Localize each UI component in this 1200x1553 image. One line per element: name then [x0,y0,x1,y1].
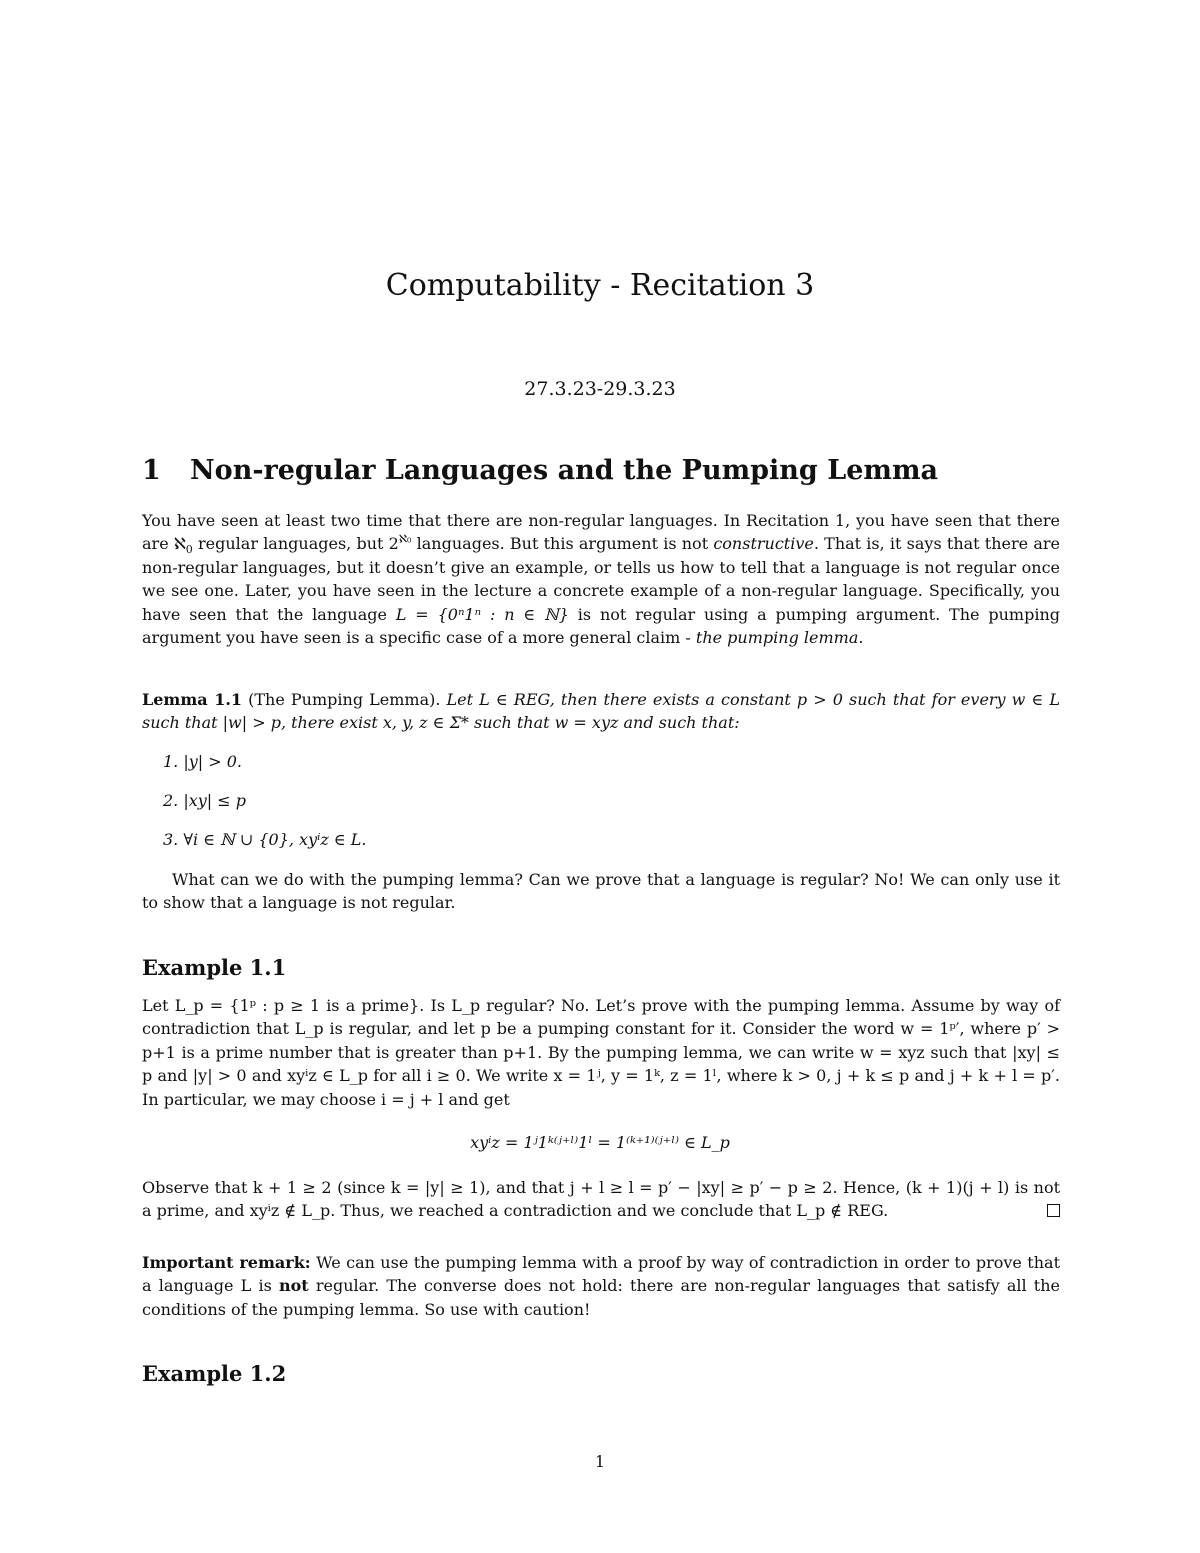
date-range: 27.3.23-29.3.23 [524,378,676,400]
example-1-heading: Example 1.1 [142,955,287,980]
intro-text-2: regular languages, but 2 [192,534,399,554]
lemma-label: Lemma 1.1 [142,690,243,709]
language-definition-math: L = {0ⁿ1ⁿ : n ∈ ℕ} [395,604,569,624]
example-1-conclusion [142,1176,1060,1223]
intro-text-1: You have seen at least two time that there are non-regular languages. In Recitation 1, you have seen that there are ℵ [142,511,1060,554]
conclusion-text: Observe that k + 1 ≥ 2 (since k = |y| ≥ 1), and that j + l ≥ l = p′ − |xy| ≥ p′ − p ≥ 2. Hence, (k + 1)(j + l) is not a prime, and xyⁱz ∉ L_p. Thus, we reached a contradiction and we conclude that L_p ∉ REG. [142,1178,1060,1221]
display-equation: xyⁱz = 1ʲ1ᵏ⁽ʲ⁺ˡ⁾1ˡ = 1⁽ᵏ⁺¹⁾⁽ʲ⁺ˡ⁾ ∈ L_p [470,1133,730,1152]
remark-bold-not: not [278,1276,309,1296]
emphasis-constructive: constructive [713,534,814,554]
lemma-condition-2: 2. |xy| ≤ p [163,791,247,810]
example-1-paragraph: Let L_p = {1ᵖ : p ≥ 1 is a prime}. Is L_p regular? No. Let’s prove with the pumping lemma. Assume by way of contradiction that L_p is regular, and let p be a pumping constant for it. Consider the word w = 1ᵖ′, where p′ > p+1 is a prime number that is greater than p+1. By the pumping lemma, we can write w = xyz such that |xy| ≤ p and |y| > 0 and xyⁱz ∈ L_p for all i ≥ 0. We write x = 1ʲ, y = 1ᵏ, z = 1ˡ, where k > 0, j + k ≤ p and j + k + l = p′. In particular, we may choose i = j + l and get [142,996,1060,1109]
page-number: 1 [594,1452,606,1471]
lemma-text: Let L ∈ REG, then there exists a constant p > 0 such that for every w ∈ L such that |w| > p, there exist x, y, z ∈ Σ* such that w = xyz and such that: [142,690,1061,733]
aleph-subscript: 0 [185,543,193,557]
intro-text-5: is not regular using a pumping argument. The pumping argument you have seen is a specific case of a more general claim - [142,604,1060,648]
example-2-heading: Example 1.2 [142,1361,287,1386]
lemma-name: (The Pumping Lemma). [242,690,447,709]
important-remark [142,1251,1060,1321]
intro-text-6: . [858,628,864,648]
intro-text-3: languages. But this argument is not [411,534,714,554]
after-lemma-paragraph: What can we do with the pumping lemma? Can we prove that a language is regular? No! We can only use it to show that a language is not regular. [142,870,1060,913]
remark-text-2: regular. The converse does not hold: there are non-regular languages that satisfy all the conditions of the pumping lemma. So use with caution! [142,1276,1061,1319]
remark-text-1: We can use the pumping lemma with a proof by way of contradiction in order to prove that a language L is [142,1253,1060,1296]
section-title: Non-regular Languages and the Pumping Lemma [190,455,939,486]
lemma-condition-3: 3. ∀i ∈ ℕ ∪ {0}, xyⁱz ∈ L. [163,830,367,849]
section-heading [142,455,938,486]
lemma-statement [142,688,1060,735]
intro-paragraph [142,509,1060,649]
intro-text-4: . That is, it says that there are non-regular languages, but it doesn’t give an example, or tells us how to tell that a language is not regular once we see one. Later, you have seen in the lecture a concrete example of a non-regular language. Specifically, you have seen that the language [142,534,1060,624]
power-superscript: ℵ₀ [398,533,412,547]
qed-icon [1047,1204,1060,1217]
emphasis-pumping-lemma: the pumping lemma [695,628,859,648]
section-number: 1 [142,455,161,486]
lemma-condition-1: 1. |y| > 0. [163,752,243,771]
page-title: Computability - Recitation 3 [385,268,815,303]
remark-label: Important remark: [142,1253,311,1272]
